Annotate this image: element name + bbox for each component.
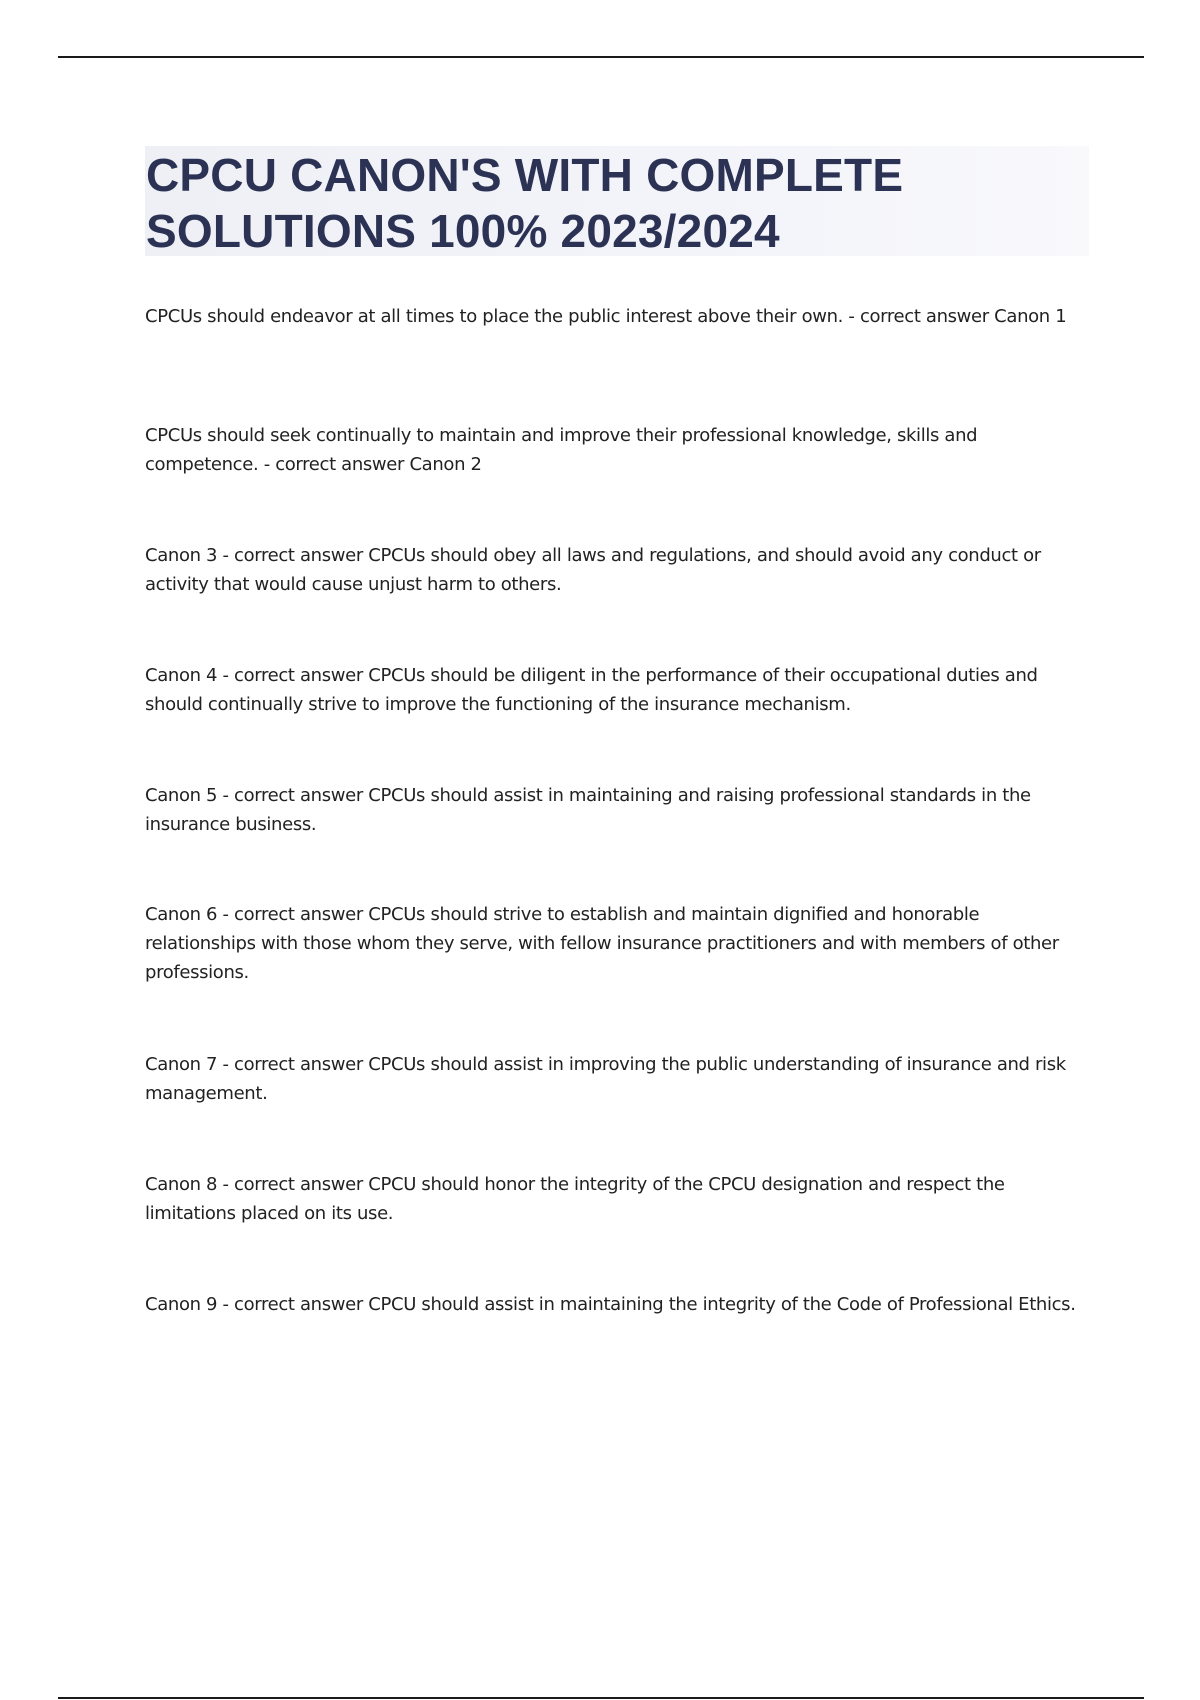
qa-item-9: Canon 9 - correct answer CPCU should assist in maintaining the integrity of the Code of Professional Ethics. — [145, 1294, 1076, 1315]
qa-item-8: Canon 8 - correct answer CPCU should honor the integrity of the CPCU designation and respect the limitations placed on its use. — [145, 1174, 1005, 1224]
title-block — [145, 146, 1089, 256]
bottom-rule — [58, 1697, 1144, 1699]
page-title: CPCU CANON'S WITH COMPLETE SOLUTIONS 100% 2023/2024 — [146, 149, 904, 257]
qa-item-2: CPCUs should seek continually to maintain and improve their professional knowledge, skills and competence. - correct answer Canon 2 — [145, 425, 978, 475]
qa-item-3: Canon 3 - correct answer CPCUs should obey all laws and regulations, and should avoid any conduct or activity that would cause unjust harm to others. — [145, 545, 1041, 595]
qa-item-5: Canon 5 - correct answer CPCUs should assist in maintaining and raising professional standards in the insurance business. — [145, 785, 1031, 835]
qa-item-4: Canon 4 - correct answer CPCUs should be diligent in the performance of their occupational duties and should continually strive to improve the functioning of the insurance mechanism. — [145, 665, 1038, 715]
qa-item-7: Canon 7 - correct answer CPCUs should assist in improving the public understanding of insurance and risk management. — [145, 1054, 1066, 1104]
top-rule — [58, 56, 1144, 58]
qa-item-1: CPCUs should endeavor at all times to place the public interest above their own. - correct answer Canon 1 — [145, 306, 1067, 327]
qa-item-6: Canon 6 - correct answer CPCUs should strive to establish and maintain dignified and honorable relationships with those whom they serve, with fellow insurance practitioners and with members of other professions. — [145, 904, 1059, 983]
